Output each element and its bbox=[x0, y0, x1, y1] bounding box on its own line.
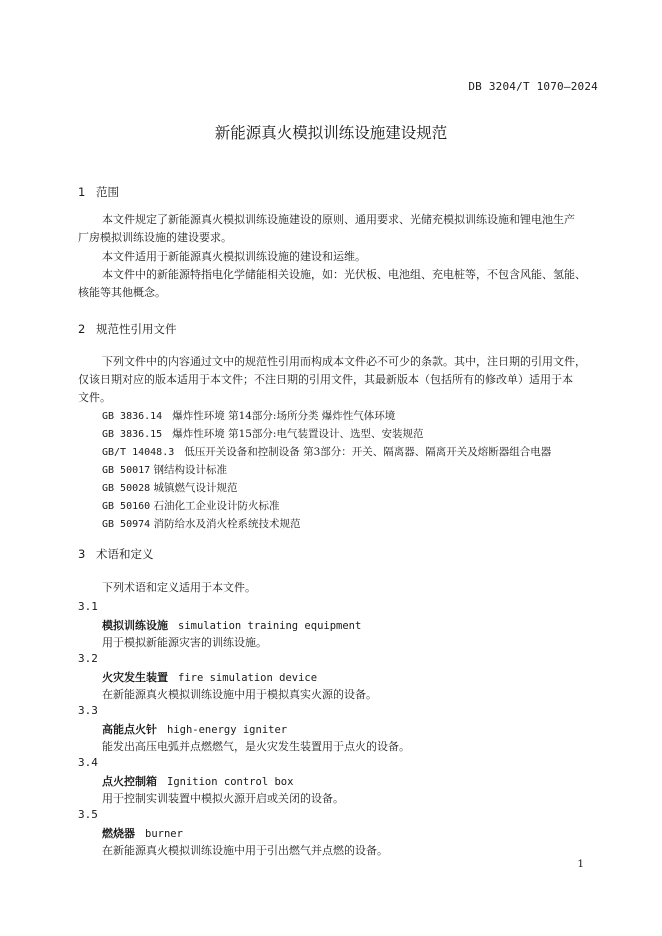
reference-code: GB 50028 bbox=[102, 483, 151, 494]
section-number: 1 bbox=[78, 185, 86, 199]
term-entry bbox=[102, 617, 361, 633]
refs-intro-line-1: 下列文件中的内容通过文中的规范性引用而构成本文件必不可少的条款。其中，注日期的引用文件， bbox=[102, 355, 586, 368]
reference-title: 爆炸性环境 第14部分:场所分类 爆炸性气体环境 bbox=[172, 410, 396, 422]
reference-item bbox=[102, 516, 301, 531]
page-number: 1 bbox=[577, 858, 584, 870]
term-english: Ignition control box bbox=[167, 776, 294, 788]
reference-code: GB/T 14048.3 bbox=[102, 447, 175, 458]
term-chinese: 模拟训练设施 bbox=[102, 619, 168, 632]
term-number: 3.3 bbox=[78, 704, 98, 717]
scope-paragraph-2: 本文件适用于新能源真火模拟训练设施的建设和运维。 bbox=[102, 250, 366, 263]
term-definition: 用于控制实训装置中模拟火源开启或关闭的设备。 bbox=[102, 792, 344, 805]
standard-code: DB 3204/T 1070—2024 bbox=[468, 80, 598, 93]
term-number: 3.2 bbox=[78, 652, 98, 665]
section-number: 3 bbox=[78, 547, 86, 561]
reference-title: 消防给水及消火栓系统技术规范 bbox=[153, 518, 301, 530]
scope-paragraph-1-line-2: 厂房模拟训练设施的建设要求。 bbox=[78, 231, 232, 244]
term-entry bbox=[102, 773, 293, 789]
reference-item bbox=[102, 408, 395, 423]
reference-code: GB 50017 bbox=[102, 465, 151, 476]
reference-item bbox=[102, 426, 423, 441]
term-number: 3.1 bbox=[78, 600, 98, 613]
reference-title: 低压开关设备和控制设备 第3部分：开关、隔离器、隔离开关及熔断器组合电器 bbox=[184, 446, 552, 458]
reference-code: GB 3836.15 bbox=[102, 429, 163, 440]
term-chinese: 点火控制箱 bbox=[102, 775, 157, 788]
refs-intro-line-3: 文件。 bbox=[78, 391, 111, 404]
reference-title: 石油化工企业设计防火标准 bbox=[153, 500, 280, 512]
section-title: 规范性引用文件 bbox=[96, 322, 177, 336]
term-entry bbox=[102, 669, 317, 685]
term-number: 3.5 bbox=[78, 808, 98, 821]
refs-intro-line-2: 仅该日期对应的版本适用于本文件；不注日期的引用文件，其最新版本（包括所有的修改单）适用于本 bbox=[78, 373, 573, 386]
reference-item bbox=[102, 462, 227, 477]
term-chinese: 高能点火针 bbox=[102, 723, 157, 736]
reference-code: GB 3836.14 bbox=[102, 411, 163, 422]
section-heading-normative-references bbox=[78, 321, 177, 337]
section-heading-scope bbox=[78, 184, 119, 200]
scope-paragraph-3-line-1: 本文件中的新能源特指电化学储能相关设施，如：光伏板、电池组、充电桩等，不包含风能、氢能、 bbox=[102, 268, 586, 281]
term-entry bbox=[102, 825, 183, 841]
reference-code: GB 50160 bbox=[102, 501, 151, 512]
term-definition: 在新能源真火模拟训练设施中用于模拟真实火源的设备。 bbox=[102, 688, 377, 701]
document-title: 新能源真火模拟训练设施建设规范 bbox=[214, 124, 448, 142]
section-title: 范围 bbox=[96, 185, 119, 199]
term-english: high-energy igniter bbox=[167, 724, 288, 736]
reference-title: 爆炸性环境 第15部分:电气装置设计、选型、安装规范 bbox=[172, 428, 424, 440]
reference-title: 钢结构设计标准 bbox=[153, 464, 228, 476]
term-english: burner bbox=[145, 828, 183, 840]
term-chinese: 火灾发生装置 bbox=[102, 671, 168, 684]
section-heading-terms bbox=[78, 546, 154, 562]
term-english: fire simulation device bbox=[178, 672, 318, 684]
terms-intro: 下列术语和定义适用于本文件。 bbox=[102, 581, 256, 594]
term-definition: 在新能源真火模拟训练设施中用于引出燃气并点燃的设备。 bbox=[102, 844, 388, 857]
reference-item bbox=[102, 444, 551, 459]
term-definition: 用于模拟新能源灾害的训练设施。 bbox=[102, 636, 267, 649]
section-number: 2 bbox=[78, 322, 86, 336]
term-number: 3.4 bbox=[78, 756, 98, 769]
section-title: 术语和定义 bbox=[96, 547, 154, 561]
term-entry bbox=[102, 721, 287, 737]
reference-item bbox=[102, 498, 280, 513]
reference-title: 城镇燃气设计规范 bbox=[153, 482, 238, 494]
term-definition: 能发出高压电弧并点燃燃气，是火灾发生装置用于点火的设备。 bbox=[102, 740, 410, 753]
scope-paragraph-3-line-2: 核能等其他概念。 bbox=[78, 286, 166, 299]
term-english: simulation training equipment bbox=[178, 620, 362, 632]
reference-item bbox=[102, 480, 238, 495]
scope-paragraph-1-line-1: 本文件规定了新能源真火模拟训练设施建设的原则、通用要求、光储充模拟训练设施和锂电池生产 bbox=[102, 213, 575, 226]
term-chinese: 燃烧器 bbox=[102, 827, 135, 840]
reference-code: GB 50974 bbox=[102, 519, 151, 530]
